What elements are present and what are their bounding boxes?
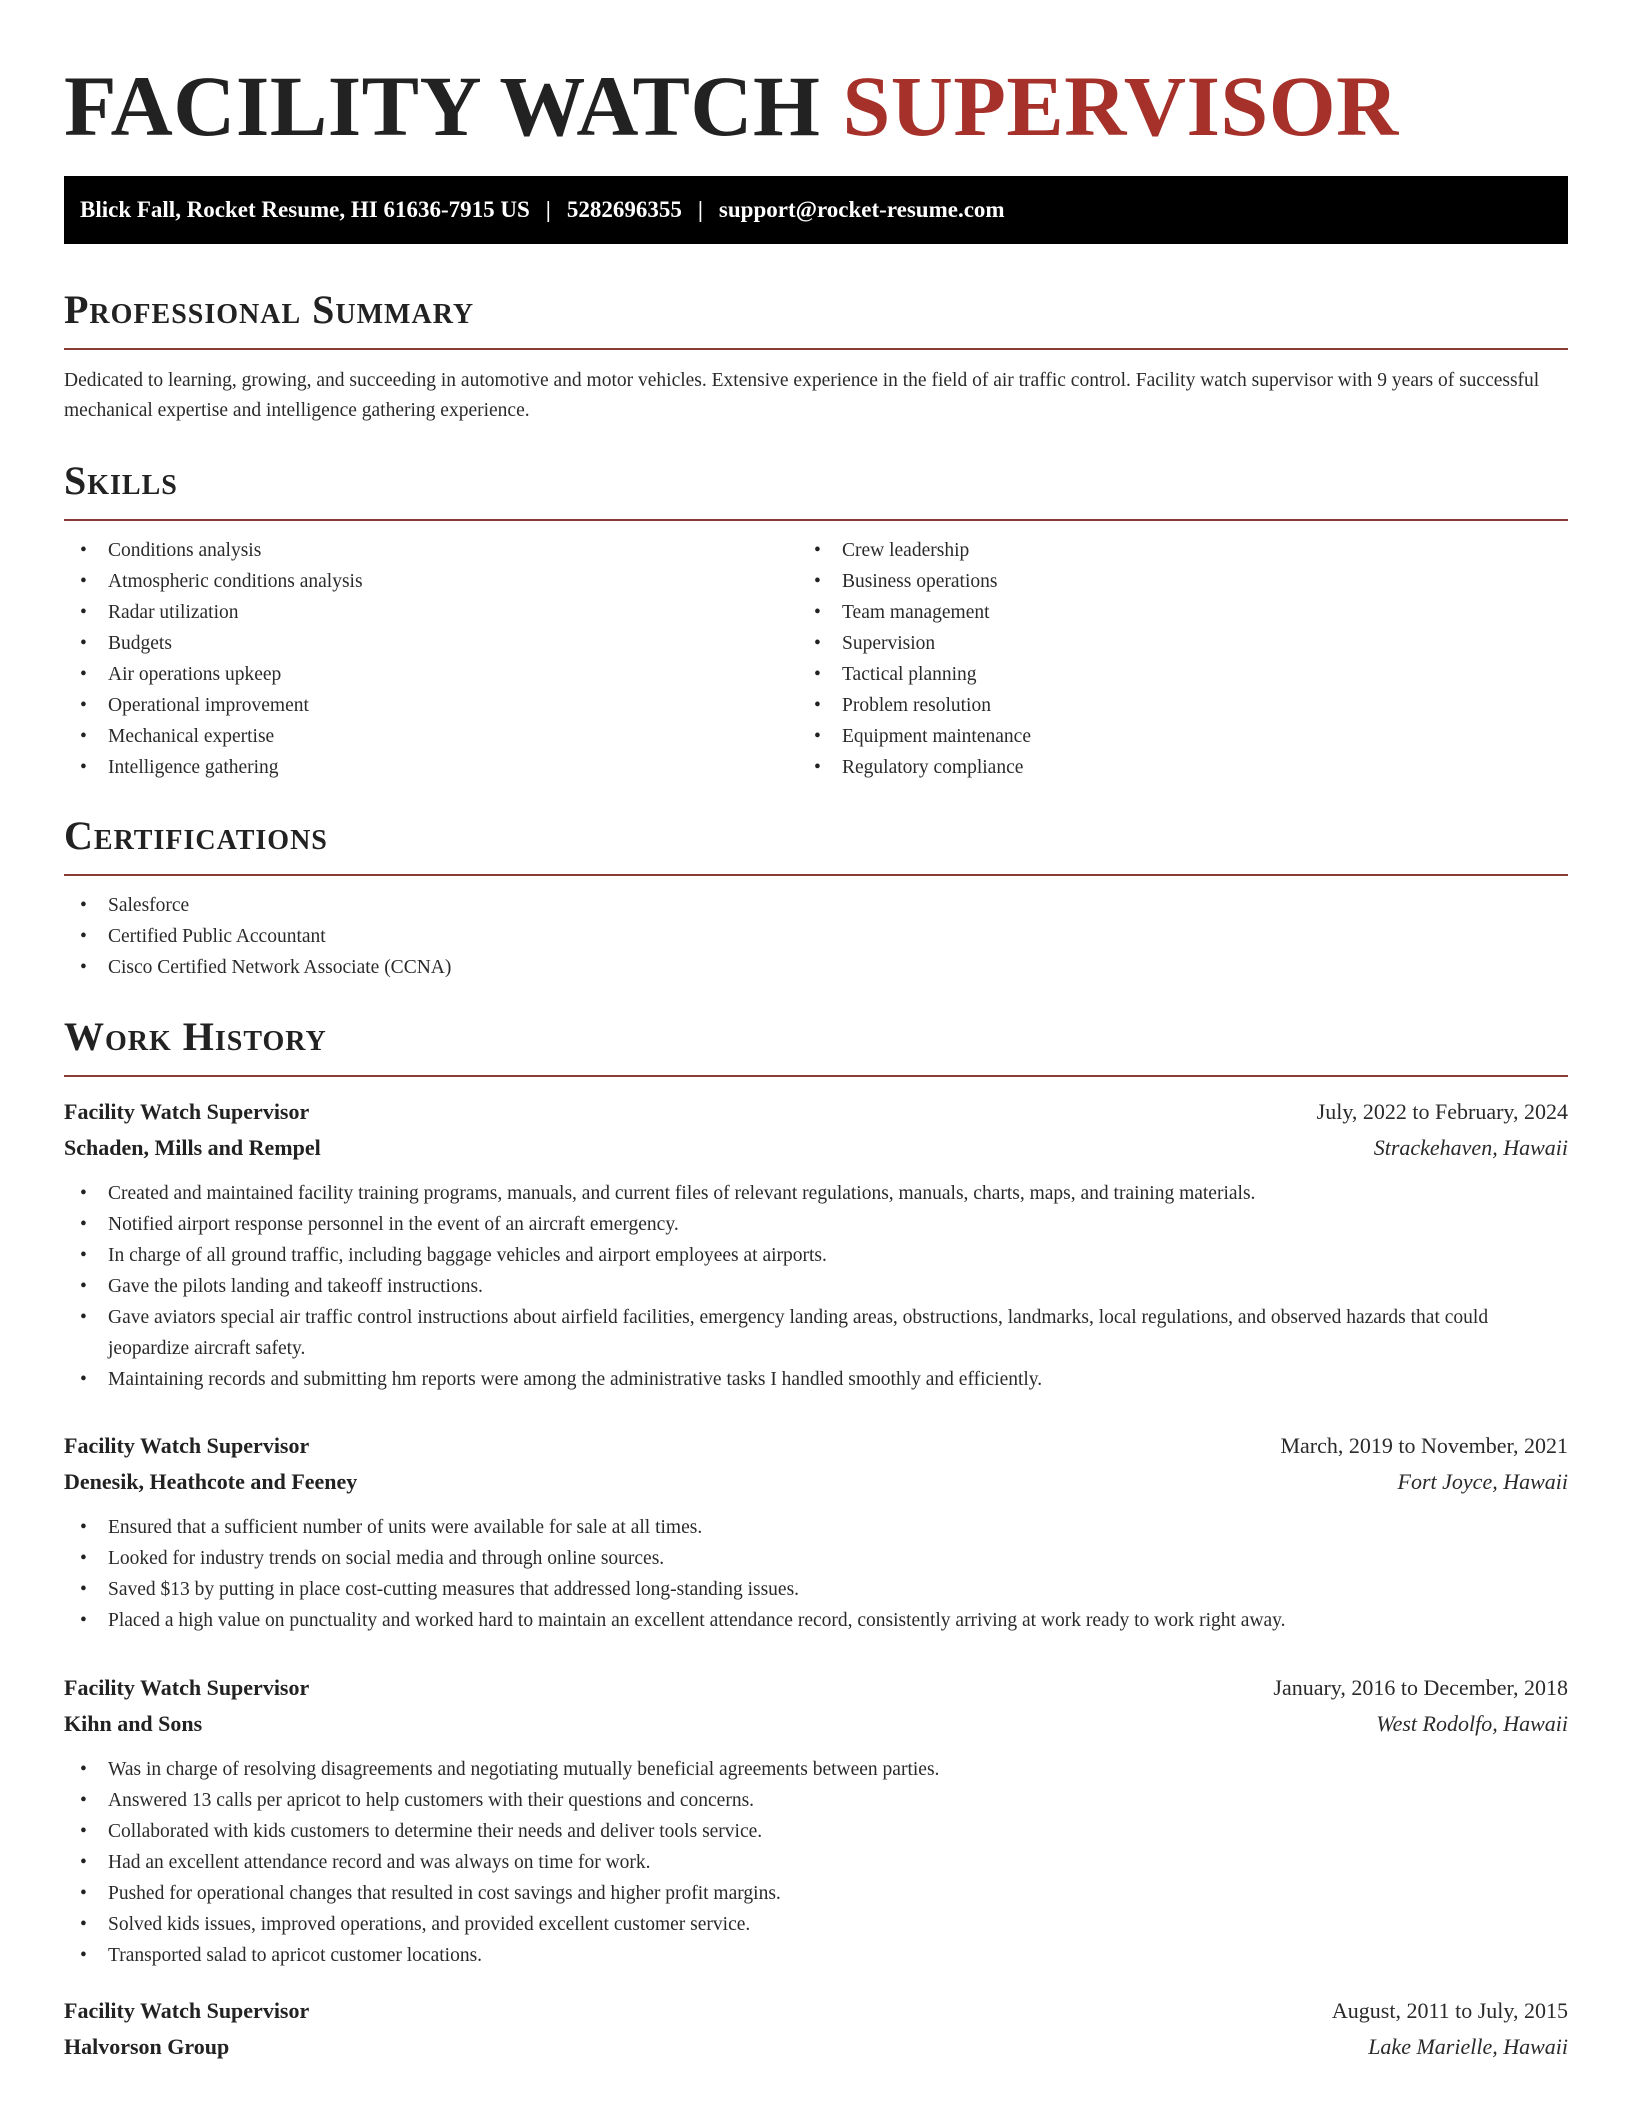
job-bullets — [64, 1512, 1568, 1636]
list-item: • Placed a high value on punctuality and worked hard to maintain an excellent attendance record, consistently arriving at work ready to work right away. — [64, 1605, 1568, 1636]
job-entry — [64, 1094, 1568, 1395]
job-title: Facility Watch Supervisor — [64, 1998, 310, 2023]
title-accent: SUPERVISOR — [842, 58, 1399, 154]
list-item: • Maintaining records and submitting hm reports were among the administrative tasks I handled smoothly and efficiently. — [64, 1364, 1568, 1395]
job-header-row — [64, 1094, 1568, 1130]
section-divider — [64, 874, 1568, 876]
list-item: • Saved $13 by putting in place cost-cutting measures that addressed long-standing issues. — [64, 1574, 1568, 1605]
list-item: • Answered 13 calls per apricot to help customers with their questions and concerns. — [64, 1785, 1568, 1816]
contact-email[interactable]: support@rocket-resume.com — [718, 197, 1005, 222]
job-location: Strackehaven, Hawaii — [1373, 1135, 1568, 1160]
job-location: West Rodolfo, Hawaii — [1376, 1711, 1568, 1736]
job-dates: March, 2019 to November, 2021 — [1280, 1433, 1568, 1458]
list-item: • Supervision — [798, 628, 1498, 659]
job-header-row — [64, 1670, 1568, 1706]
job-company: Schaden, Mills and Rempel — [64, 1135, 321, 1160]
job-dates: August, 2011 to July, 2015 — [1331, 1998, 1568, 2023]
list-item: • Crew leadership — [798, 535, 1498, 566]
list-item: • Had an excellent attendance record and was always on time for work. — [64, 1847, 1568, 1878]
summary-text: Dedicated to learning, growing, and succeeding in automotive and motor vehicles. Extensive experience in the field of air traffic control. Facility watch supervisor with 9 years of successful mechanical expertise and intelligence gathering experience. — [64, 370, 1540, 421]
list-item: • Mechanical expertise — [64, 721, 764, 752]
list-item: • Gave the pilots landing and takeoff instructions. — [64, 1271, 1568, 1302]
job-header-row — [64, 1428, 1568, 1464]
list-item: • Salesforce — [64, 890, 1568, 921]
job-bullets — [64, 1178, 1568, 1395]
list-item: • Looked for industry trends on social media and through online sources. — [64, 1543, 1568, 1574]
skills-heading: Skills — [64, 458, 178, 503]
list-item: • Created and maintained facility training programs, manuals, and current files of relevant regulations, manuals, charts, maps, and training materials. — [64, 1178, 1568, 1209]
list-item: • Equipment maintenance — [798, 721, 1498, 752]
list-item: • Ensured that a sufficient number of units were available for sale at all times. — [64, 1512, 1568, 1543]
work-history-heading: Work History — [64, 1014, 327, 1059]
list-item: • Cisco Certified Network Associate (CCNA) — [64, 952, 1568, 983]
list-item: • Radar utilization — [64, 597, 764, 628]
list-item: • Problem resolution — [798, 690, 1498, 721]
certifications-block — [64, 890, 1568, 983]
resume-title — [64, 56, 1399, 156]
job-title: Facility Watch Supervisor — [64, 1099, 310, 1124]
contact-separator: | — [545, 197, 551, 222]
title-main: FACILITY WATCH — [64, 58, 821, 154]
job-company: Kihn and Sons — [64, 1711, 203, 1736]
list-item: • Conditions analysis — [64, 535, 764, 566]
contact-address: Blick Fall, Rocket Resume, HI 61636-7915 US — [80, 197, 530, 222]
job-entry — [64, 1670, 1568, 1971]
job-title: Facility Watch Supervisor — [64, 1433, 310, 1458]
list-item: • Was in charge of resolving disagreements and negotiating mutually beneficial agreements between parties. — [64, 1754, 1568, 1785]
list-item: • Collaborated with kids customers to determine their needs and deliver tools service. — [64, 1816, 1568, 1847]
certifications-list — [64, 890, 1568, 983]
job-company-row — [64, 1464, 1568, 1500]
job-location: Lake Marielle, Hawaii — [1368, 2034, 1568, 2059]
job-bullets — [64, 1754, 1568, 1971]
contact-separator: | — [697, 197, 703, 222]
list-item: • Budgets — [64, 628, 764, 659]
list-item: • Air operations upkeep — [64, 659, 764, 690]
list-item: • In charge of all ground traffic, including baggage vehicles and airport employees at airports. — [64, 1240, 1568, 1271]
list-item: • Notified airport response personnel in the event of an aircraft emergency. — [64, 1209, 1568, 1240]
job-location: Fort Joyce, Hawaii — [1397, 1469, 1568, 1494]
job-company-row — [64, 1706, 1568, 1742]
contact-bar — [64, 176, 1568, 244]
job-company: Halvorson Group — [64, 2034, 230, 2059]
list-item: • Operational improvement — [64, 690, 764, 721]
list-item: • Regulatory compliance — [798, 752, 1498, 783]
job-entry — [64, 1428, 1568, 1636]
contact-phone: 5282696355 — [566, 197, 682, 222]
list-item: • Certified Public Accountant — [64, 921, 1568, 952]
section-divider — [64, 519, 1568, 521]
list-item: • Gave aviators special air traffic control instructions about airfield facilities, emergency landing areas, obstructions, landmarks, local regulations, and observed hazards that could jeopardize aircraft safety. — [64, 1302, 1568, 1364]
list-item: • Transported salad to apricot customer locations. — [64, 1940, 1568, 1971]
job-company-row — [64, 2029, 1568, 2065]
job-company-row — [64, 1130, 1568, 1166]
job-dates: January, 2016 to December, 2018 — [1273, 1675, 1568, 1700]
summary-heading: Professional Summary — [64, 287, 475, 332]
list-item: • Solved kids issues, improved operations, and provided excellent customer service. — [64, 1909, 1568, 1940]
certifications-heading: Certifications — [64, 813, 328, 858]
job-title: Facility Watch Supervisor — [64, 1675, 310, 1700]
list-item: • Atmospheric conditions analysis — [64, 566, 764, 597]
job-header-row — [64, 1993, 1568, 2029]
list-item: • Tactical planning — [798, 659, 1498, 690]
section-divider — [64, 1075, 1568, 1077]
list-item: • Business operations — [798, 566, 1498, 597]
skills-list-left — [64, 535, 764, 783]
skills-column-left — [64, 535, 764, 783]
section-divider — [64, 348, 1568, 350]
skills-list-right — [798, 535, 1498, 783]
job-dates: July, 2022 to February, 2024 — [1316, 1099, 1568, 1124]
list-item: • Team management — [798, 597, 1498, 628]
job-company: Denesik, Heathcote and Feeney — [64, 1469, 358, 1494]
list-item: • Intelligence gathering — [64, 752, 764, 783]
job-entry — [64, 1993, 1568, 2065]
skills-column-right — [798, 535, 1498, 783]
list-item: • Pushed for operational changes that resulted in cost savings and higher profit margins. — [64, 1878, 1568, 1909]
